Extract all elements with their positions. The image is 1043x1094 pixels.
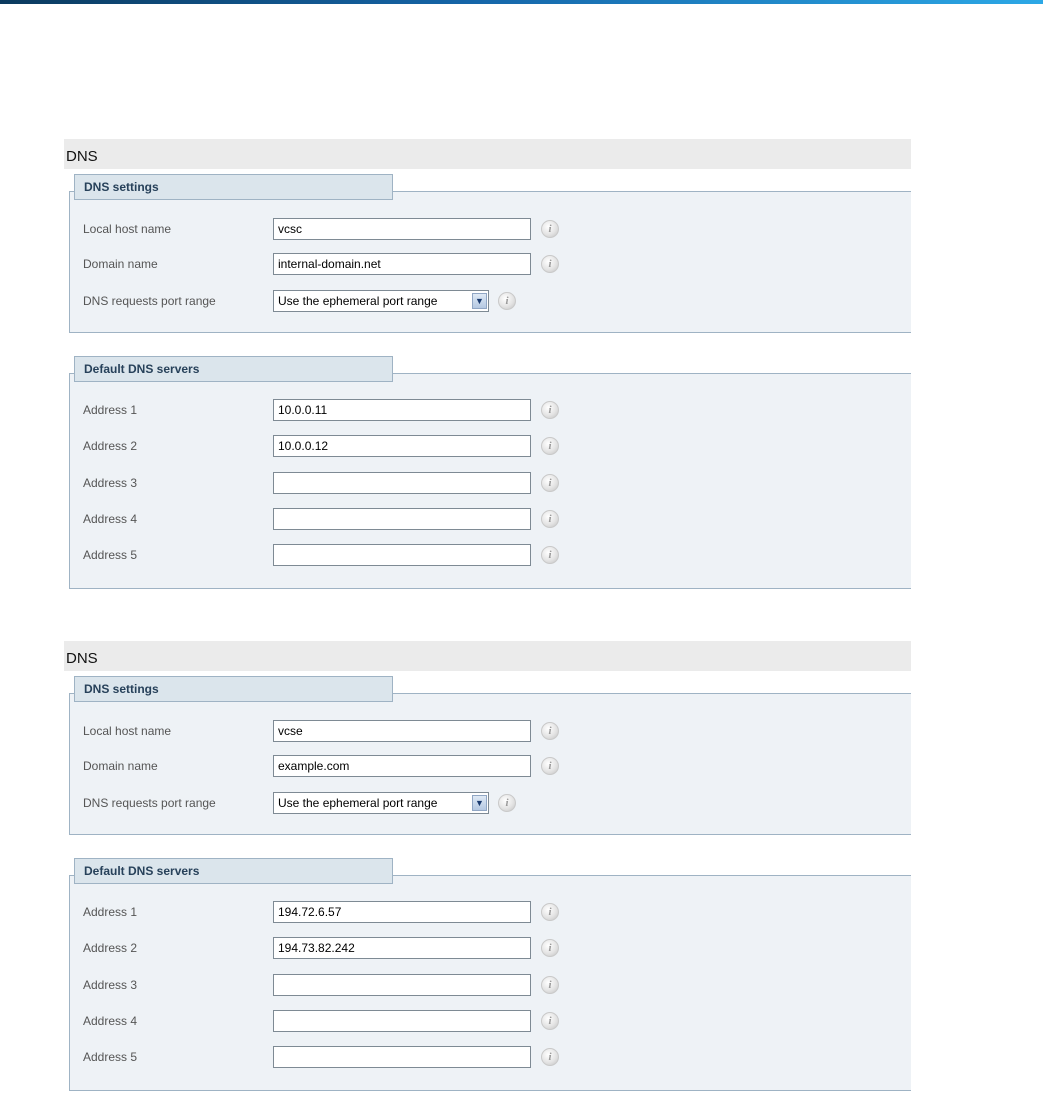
address-row: [70, 937, 911, 963]
top-accent-bar: [0, 0, 1043, 4]
field-label: Address 5: [83, 548, 138, 562]
page-title: DNS: [64, 641, 911, 671]
info-icon[interactable]: i: [498, 794, 516, 812]
info-icon[interactable]: i: [541, 1048, 559, 1066]
address-row: [70, 508, 911, 534]
address-row: [70, 1046, 911, 1072]
fieldset-legend: Default DNS servers: [74, 858, 393, 884]
dns-panel-2: [64, 641, 911, 1091]
dns-panel-1: [64, 139, 911, 589]
field-label: Local host name: [83, 724, 172, 738]
field-label: DNS requests port range: [83, 796, 216, 810]
address-row: [70, 901, 911, 927]
chevron-down-icon[interactable]: ▼: [472, 293, 487, 309]
info-icon[interactable]: i: [541, 903, 559, 921]
info-icon[interactable]: i: [541, 220, 559, 238]
local-host-name-row: [70, 218, 911, 244]
select-value: Use the ephemeral port range: [278, 294, 438, 308]
address-row: [70, 472, 911, 498]
field-label: Address 4: [83, 512, 138, 526]
local-host-name-row: [70, 720, 911, 746]
dns-settings-fieldset: [69, 682, 911, 835]
info-icon[interactable]: i: [541, 546, 559, 564]
address-row: [70, 435, 911, 461]
dns-settings-fieldset: [69, 180, 911, 333]
local-host-name-input[interactable]: [273, 218, 531, 240]
info-icon[interactable]: i: [541, 1012, 559, 1030]
address-1-input[interactable]: [273, 399, 531, 421]
page-title: DNS: [64, 139, 911, 169]
field-label: Address 3: [83, 978, 138, 992]
local-host-name-input[interactable]: [273, 720, 531, 742]
field-label: DNS requests port range: [83, 294, 216, 308]
port-range-row: [70, 290, 911, 316]
address-2-input[interactable]: [273, 937, 531, 959]
field-label: Domain name: [83, 257, 158, 271]
info-icon[interactable]: i: [541, 976, 559, 994]
domain-name-row: [70, 755, 911, 781]
info-icon[interactable]: i: [541, 510, 559, 528]
field-label: Address 1: [83, 403, 138, 417]
address-row: [70, 544, 911, 570]
field-label: Address 1: [83, 905, 138, 919]
fieldset-legend: DNS settings: [74, 174, 393, 200]
info-icon[interactable]: i: [541, 401, 559, 419]
info-icon[interactable]: i: [541, 757, 559, 775]
address-5-input[interactable]: [273, 544, 531, 566]
field-label: Local host name: [83, 222, 172, 236]
info-icon[interactable]: i: [541, 939, 559, 957]
field-label: Address 2: [83, 439, 138, 453]
address-5-input[interactable]: [273, 1046, 531, 1068]
fieldset-legend: DNS settings: [74, 676, 393, 702]
address-4-input[interactable]: [273, 1010, 531, 1032]
field-label: Address 5: [83, 1050, 138, 1064]
address-2-input[interactable]: [273, 435, 531, 457]
domain-name-input[interactable]: [273, 755, 531, 777]
domain-name-input[interactable]: [273, 253, 531, 275]
domain-name-row: [70, 253, 911, 279]
address-1-input[interactable]: [273, 901, 531, 923]
select-value: Use the ephemeral port range: [278, 796, 438, 810]
info-icon[interactable]: i: [498, 292, 516, 310]
info-icon[interactable]: i: [541, 255, 559, 273]
field-label: Domain name: [83, 759, 158, 773]
default-dns-servers-fieldset: [69, 362, 911, 589]
address-3-input[interactable]: [273, 974, 531, 996]
port-range-select[interactable]: [273, 290, 489, 312]
field-label: Address 3: [83, 476, 138, 490]
fieldset-legend: Default DNS servers: [74, 356, 393, 382]
address-row: [70, 399, 911, 425]
address-row: [70, 974, 911, 1000]
address-3-input[interactable]: [273, 472, 531, 494]
info-icon[interactable]: i: [541, 722, 559, 740]
info-icon[interactable]: i: [541, 474, 559, 492]
address-4-input[interactable]: [273, 508, 531, 530]
field-label: Address 2: [83, 941, 138, 955]
default-dns-servers-fieldset: [69, 864, 911, 1091]
field-label: Address 4: [83, 1014, 138, 1028]
address-row: [70, 1010, 911, 1036]
info-icon[interactable]: i: [541, 437, 559, 455]
port-range-row: [70, 792, 911, 818]
chevron-down-icon[interactable]: ▼: [472, 795, 487, 811]
port-range-select[interactable]: [273, 792, 489, 814]
